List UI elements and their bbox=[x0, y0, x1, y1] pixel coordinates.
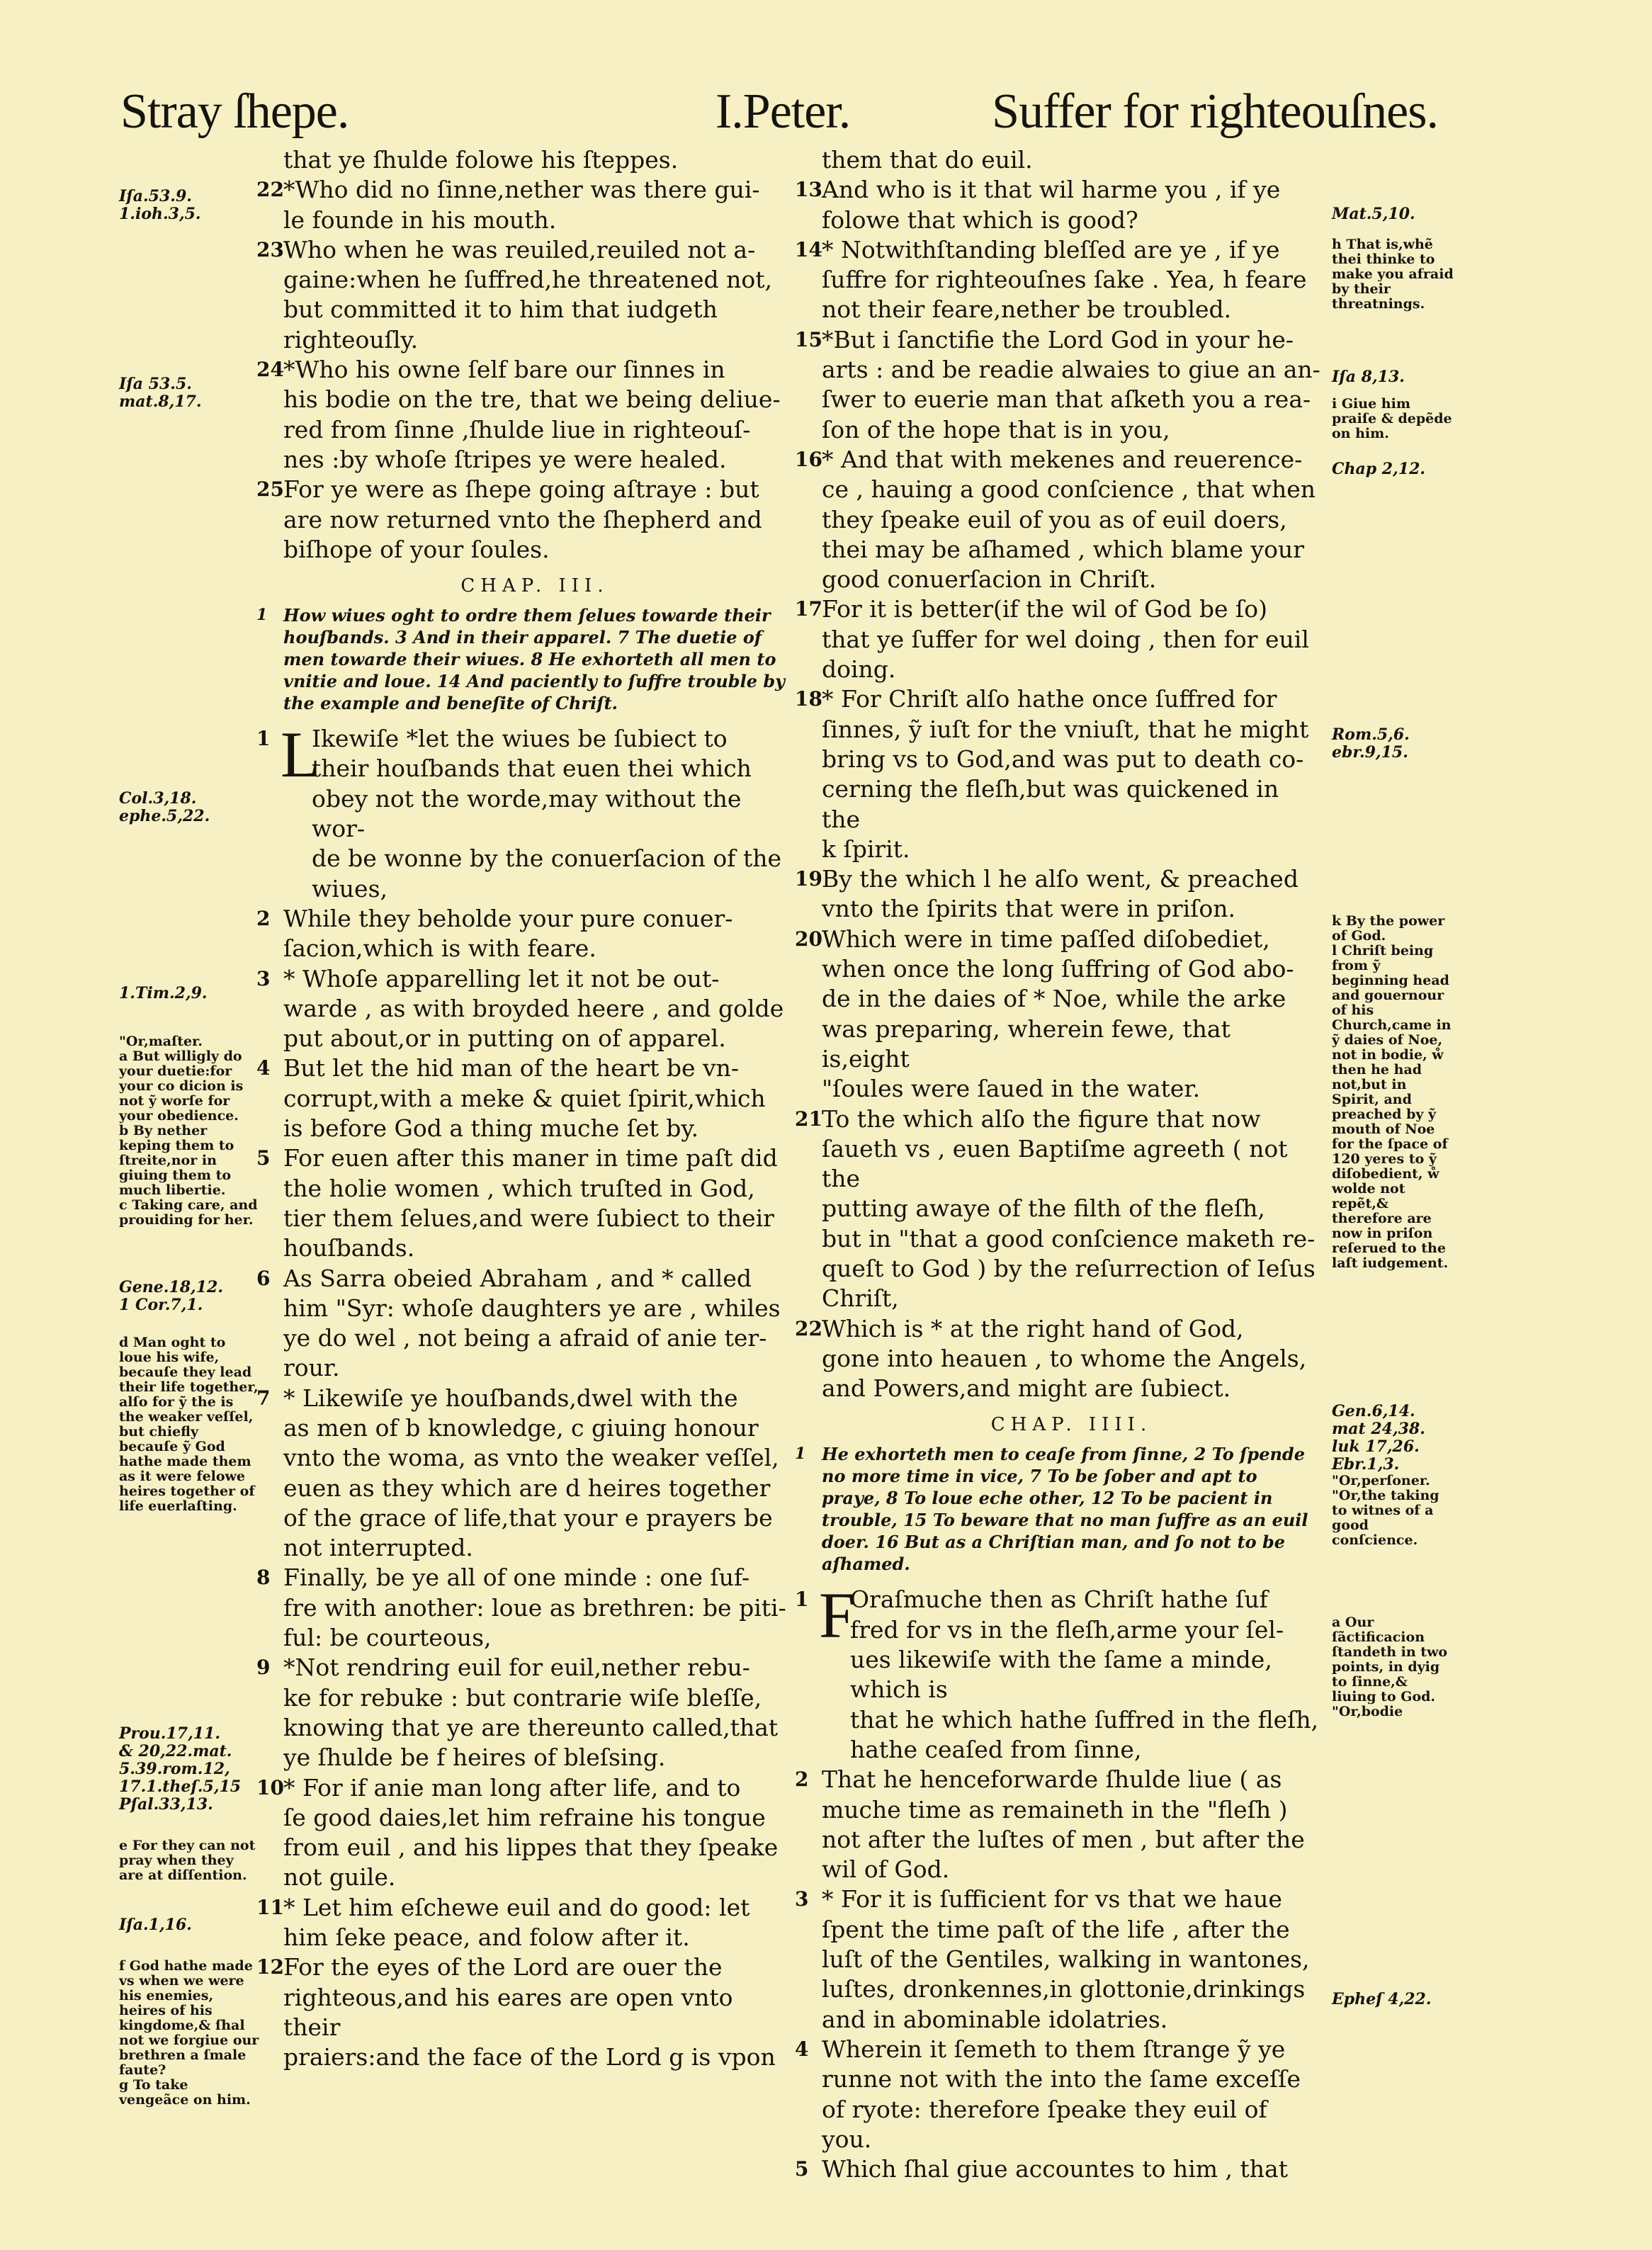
margin-reference: 1.Tim.2,9. bbox=[119, 984, 208, 1002]
margin-gloss: e For they can not pray when they are at diſſention. bbox=[119, 1838, 256, 1883]
verse-number: 22 bbox=[795, 1316, 822, 1340]
verse-number: 1 bbox=[795, 1588, 809, 1612]
margin-gloss: "Or,maſter. a But willigly do your duetie:for your co dicion is not ỹ worſe for your obedience. b By nether keping them to ſtreite,nor in giuing them to much libertie. c Taking care, and prouiding for her. bbox=[119, 1034, 258, 1228]
margin-reference: Iſa.53.9. 1.ioh.3,5. bbox=[119, 187, 201, 223]
verse: 9 *Not rendring euil for euil,nether rebu- ke for rebuke : but contrarie wiſe bleſſe, knowing that ye are thereunto called,that ye ſhulde be f heires of bleſsing. bbox=[256, 1653, 779, 1772]
running-head-book: I.Peter. bbox=[715, 84, 851, 139]
verse: 22 *Who did no ſinne,nether was there gui- le founde in his mouth. bbox=[256, 176, 760, 234]
verse: 21 To the which alſo the figure that now ſaueth vs , euen Baptiſme agreeth ( not the putting awaye of the filth of the fleſh, but in "that a good conſcience maketh re- queſt to God ) by the reſurrection of Ieſus Chriſt, bbox=[795, 1104, 1316, 1313]
verse-number: 10 bbox=[256, 1775, 284, 1799]
verse: 5 For euen after this maner in time paſt did the holie women , which truſted in God, tier them ſelues,and were ſubiect to their houſbands. bbox=[256, 1144, 778, 1262]
verse: 1 L Ikewiſe *let the wiues be ſubiect to their houſbands that euen thei which obey not the worde,may without the wor- de be wonne by the conuerſacion of the wiues, bbox=[256, 718, 782, 903]
running-head-left: Stray ſhepe. bbox=[120, 84, 349, 139]
margin-reference: Epheſ 4,22. bbox=[1332, 1990, 1432, 2008]
verse: 15 *But i ſanctifie the Lord God in your he- arts : and be readie alwaies to giue an an- ſwer to euerie man that aſketh you a rea- ſon of the hope that is in you, bbox=[795, 325, 1320, 443]
verse: 14 * Notwithſtanding bleſſed are ye , if ye ſuffre for righteouſnes ſake . Yea, h feare not their feare,nether be troubled. bbox=[795, 235, 1307, 324]
margin-gloss: "Or,perſoner. "Or,the taking to witnes of a good conſcience. bbox=[1332, 1473, 1439, 1548]
summary-number: 1 bbox=[795, 1445, 806, 1464]
verse-runon: them that do euil. bbox=[822, 146, 1033, 174]
verse-runon: that ye ſhulde folowe his ſteppes. bbox=[283, 146, 679, 174]
initial-capital: F bbox=[819, 1579, 856, 1652]
verse: 10 * For if anie man long after life, and to ſe good daies,let him refraine his tongue from euil , and his lippes that they ſpeake not guile. bbox=[256, 1773, 779, 1892]
margin-reference: Mat.5,10. bbox=[1332, 205, 1415, 223]
verse-number: 3 bbox=[256, 966, 271, 990]
verse: 1 F Oraſmuche then as Chriſt hathe ſuf fred for vs in the fleſh,arme your ſel- ues likewiſe with the ſame a minde, which is that he which hathe ſuffred in the fleſh, hathe ceaſed from ſinne, bbox=[795, 1579, 1319, 1763]
verse-number: 9 bbox=[256, 1656, 271, 1680]
verse: 24 *Who his owne ſelf bare our ſinnes in his bodie on the tre, that we being deliue- red from ſinne ,ſhulde liue in righteouſ- nes :by whoſe ſtripes ye were healed. bbox=[256, 356, 781, 473]
margin-reference: Prou.17,11. & 20,22.mat. 5.39.rom.12, 17.1.theſ.5,15 Pſal.33,13. bbox=[119, 1724, 242, 1814]
verse-number: 1 bbox=[256, 727, 271, 751]
verse-number: 25 bbox=[256, 477, 284, 502]
margin-reference: Chap 2,12. bbox=[1332, 460, 1426, 478]
margin-gloss: f God hathe made vs when we were his enemies, heires of his kingdome,& ſhal not we forgiue our brethren a ſmale faute? g To take vengeãce on him. bbox=[119, 1958, 259, 2108]
verse: 12 For the eyes of the Lord are ouer the righteous,and his eares are open vnto their praiers:and the face of the Lord g is vpon bbox=[256, 1953, 776, 2071]
margin-gloss: h That is,whẽ thei thinke to make you afraid by their threatnings. bbox=[1332, 237, 1454, 312]
verse-number: 3 bbox=[795, 1887, 809, 1911]
margin-gloss: d Man oght to loue his wife, becauſe they lead their life together, alſo for ỹ the is the weaker veſſel, but chiefly becauſe ỹ God hathe made them as it were felowe heires together of life euerlaſting. bbox=[119, 1335, 259, 1514]
verse-number: 8 bbox=[256, 1566, 271, 1590]
margin-reference: Iſa 53.5. mat.8,17. bbox=[119, 375, 202, 411]
verse-number: 2 bbox=[795, 1768, 809, 1792]
verse-number: 12 bbox=[256, 1955, 284, 1979]
verse-number: 17 bbox=[795, 597, 822, 621]
verse: 11 * Let him eſchewe euil and do good: let him ſeke peace, and folow after it. bbox=[256, 1893, 750, 1952]
verse-number: 19 bbox=[795, 867, 822, 891]
verse-number: 16 bbox=[795, 447, 822, 471]
verse: 18 * For Chriſt alſo hathe once ſuffred for ſinnes, ỹ iuſt for the vniuſt, that he might bring vs to God,and was put to death co- cerning the fleſh,but was quickened in the k ſpirit. bbox=[795, 685, 1309, 863]
verse: 4 But let the hid man of the heart be vn- corrupt,with a meke & quiet ſpirit,which is before God a thing muche ſet by. bbox=[256, 1054, 766, 1143]
verse: 22 Which is * at the right hand of God, gone into heauen , to whome the Angels, and Powers,and might are ſubiect. bbox=[795, 1314, 1307, 1403]
verse-number: 14 bbox=[795, 237, 822, 261]
margin-reference: Col.3,18. ephe.5,22. bbox=[119, 789, 210, 825]
verse: 13 And who is it that wil harme you , if ye folowe that which is good? bbox=[795, 176, 1281, 234]
margin-reference: Gene.18,12. 1 Cor.7,1. bbox=[119, 1278, 223, 1314]
margin-reference: Iſa.1,16. bbox=[119, 1916, 192, 1934]
running-head bbox=[120, 84, 1438, 154]
margin-gloss: a Our ſãctificacion ſtandeth in two points, in dyig to ſinne,& liuing to God. "Or,bodie bbox=[1332, 1615, 1448, 1719]
verse-number: 21 bbox=[795, 1107, 822, 1131]
verse-number: 4 bbox=[256, 1056, 271, 1080]
verse: 25 For ye were as ſhepe going aſtraye : but are now returned vnto the ſhepherd and biſhope of your ſoules. bbox=[256, 475, 762, 563]
verse: 19 By the which l he alſo went, & preached vnto the ſpirits that were in priſon. bbox=[795, 865, 1299, 923]
verse: 4 Wherein it ſemeth to them ſtrange ỹ ye runne not with the into the ſame exceſſe of ryote: therefore ſpeake they euil of you. bbox=[795, 2035, 1301, 2153]
verse: 8 Finally, be ye all of one minde : one ſuf- fre with another: loue as brethren: be piti- ful: be courteous, bbox=[256, 1564, 786, 1652]
margin-reference: Iſa 8,13. bbox=[1332, 368, 1405, 386]
verse: 23 Who when he was reuiled,reuiled not a- gaine:when he ſuffred,he threatened not, but committed it to him that iudgeth righteouſly. bbox=[256, 235, 772, 354]
verse-number: 20 bbox=[795, 927, 822, 951]
verse-number: 7 bbox=[256, 1386, 271, 1410]
margin-reference: Rom.5,6. ebr.9,15. bbox=[1332, 725, 1410, 762]
verse-number: 2 bbox=[256, 906, 271, 930]
verse-number: 23 bbox=[256, 237, 284, 261]
verse-number: 18 bbox=[795, 687, 822, 711]
summary-number: 1 bbox=[256, 606, 268, 625]
verse: 7 * Likewiſe ye houſbands,dwel with the as men of b knowledge, c giuing honour vnto the woma, as vnto the weaker veſſel, euen as they which are d heires together of the grace of life,that your e prayers be not interrupted. bbox=[256, 1384, 779, 1562]
verse: 6 As Sarra obeied Abraham , and * called him "Syr: whoſe daughters ye are , whiles ye do wel , not being a afraid of anie ter- rour. bbox=[256, 1264, 781, 1382]
verse-number: 15 bbox=[795, 327, 822, 351]
verse-number: 5 bbox=[256, 1146, 271, 1170]
verse: 20 Which were in time paſſed diſobediet, when once the long ſuffring of God abo- de in the daies of * Noe, while the arke was preparing, wherein fewe, that is,eight "ſoules were ſaued in the water. bbox=[795, 925, 1294, 1103]
verse-number: 22 bbox=[256, 178, 284, 202]
right-margin-notes bbox=[1332, 145, 1456, 2207]
verse-number: 24 bbox=[256, 358, 284, 382]
verse: 5 Which ſhal giue accountes to him , that bbox=[822, 2154, 1321, 2184]
verse: 17 For it is better(if the wil of God be ſo) that ye ſuffer for wel doing , then for euil doing. bbox=[795, 595, 1309, 684]
verse: 2 That he henceforwarde ſhulde liue ( as muche time as remaineth in the "fleſh ) not after the luſtes of men , but after the wil of God. bbox=[795, 1765, 1305, 1884]
verse-number: 13 bbox=[795, 178, 822, 202]
chapter-summary: 1 How wiues oght to ordre them ſelues towarde their houſbands. 3 And in their apparel. 7 The duetie of men towarde their wiues. 8 He exhorteth all men to vnitie and loue. 14 And paciently to ſuffre trouble by the example and beneſite of Chriſt. bbox=[256, 605, 786, 714]
verse-number: 5 bbox=[795, 2157, 809, 2181]
margin-gloss: k By the power of God. l Chriſt being from ỹ beginning head and gouernour of his Church,came in ỹ daies of Noe, not in bodie, ẘ then he had not,but in Spirit, and preached by ỹ mouth of Noe for the ſpace of 120 yeres to ỹ diſobedient, ẘ wolde not repẽt,& therefore are now in priſon reſerued to the laſt iudgement. bbox=[1332, 913, 1452, 1271]
verse: 3 * Whoſe apparelling let it not be out- warde , as with broyded heere , and golde put about,or in putting on of apparel. bbox=[256, 964, 784, 1053]
chapter-title: CHAP. IIII. bbox=[990, 1414, 1153, 1436]
left-margin-notes bbox=[119, 145, 261, 2207]
verse: 16 * And that with mekenes and reuerence- ce , hauing a good conſcience , that when they ſpeake euil of you as of euil doers, thei may be aſhamed , which blame your good conuerſacion in Chriſt. bbox=[795, 445, 1316, 594]
verse-number: 4 bbox=[795, 2037, 809, 2061]
margin-reference: Gen.6,14. mat 24,38. luk 17,26. Ebr.1,3. bbox=[1332, 1402, 1425, 1474]
running-head-right: Suffer for righteouſnes. bbox=[992, 84, 1438, 139]
margin-gloss: i Giue him praiſe & depẽde on him. bbox=[1332, 396, 1452, 441]
left-text-column bbox=[256, 145, 786, 2207]
right-text-column bbox=[795, 145, 1321, 2207]
verse: 2 While they beholde your pure conuer- ſacion,which is with feare. bbox=[256, 904, 733, 963]
verse-number: 6 bbox=[256, 1266, 271, 1290]
verse-number: 11 bbox=[256, 1895, 284, 1919]
verse: 3 * For it is ſufficient for vs that we haue ſpent the time paſt of the life , after the luſt of the Gentiles, walking in wantones, luſtes, dronkennes,in glottonie,drinkings and in abominable idolatries. bbox=[795, 1885, 1310, 2033]
initial-capital: L bbox=[281, 718, 321, 791]
chapter-summary: 1 He exhorteth men to ceaſe from ſinne, 2 To ſpende no more time in vice, 7 To be ſober and apt to praye, 8 To loue eche other, 12 To be pacient in trouble, 15 To beware that no man ſuffre as an euil doer. 16 But as a Chriſtian man, and ſo not to be aſhamed. bbox=[795, 1444, 1308, 1575]
chapter-title: CHAP. III. bbox=[460, 575, 609, 597]
